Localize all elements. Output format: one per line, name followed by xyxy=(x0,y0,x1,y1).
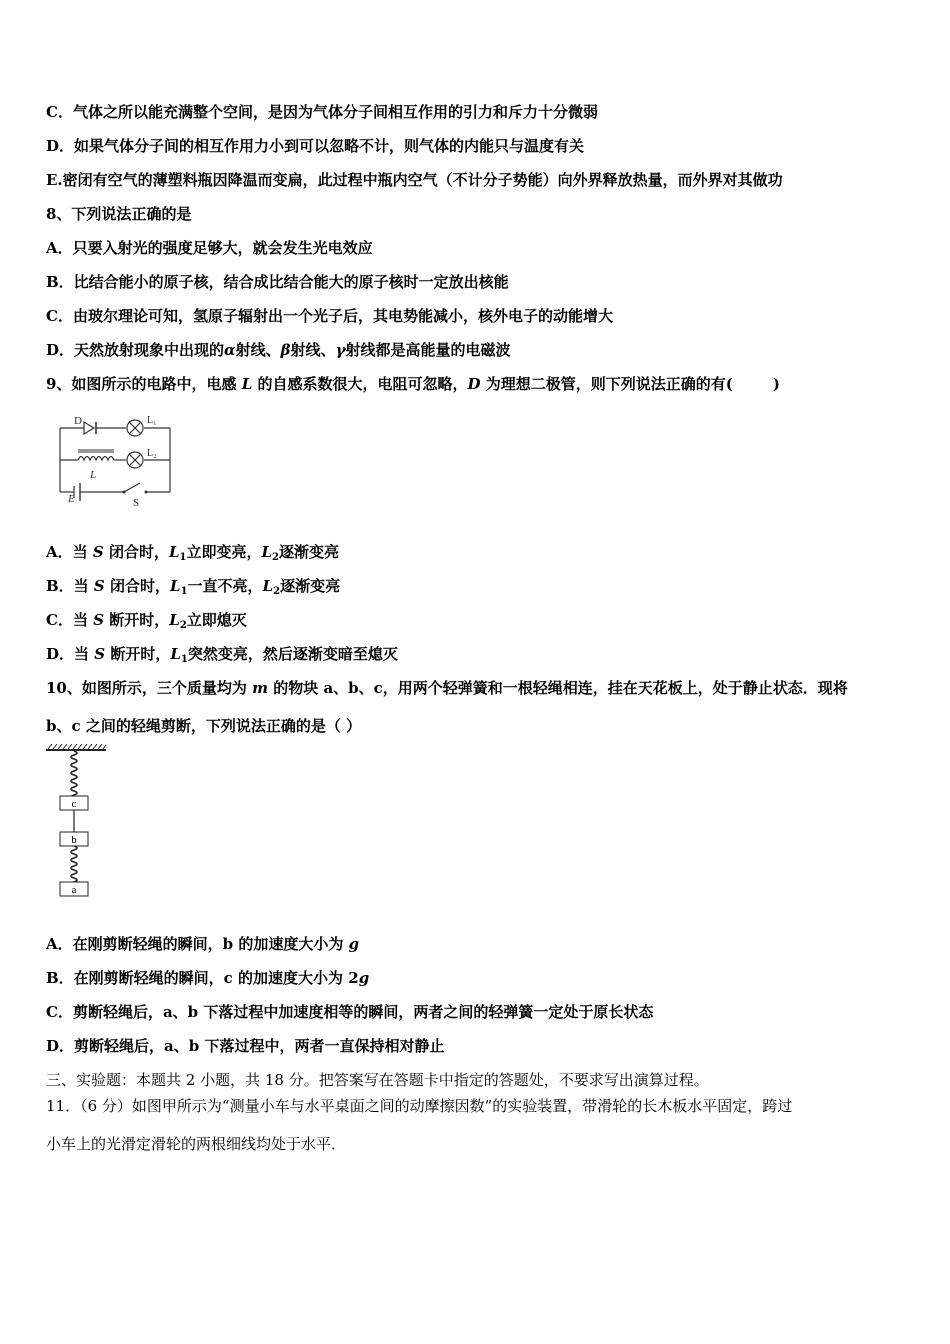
section-3-heading: 三、实验题：本题共 2 小题，共 18 分。把答案写在答题卡中指定的答题处，不要求写出演算过程。 xyxy=(46,1071,709,1089)
q9-option-b: B．当 S 闭合时，$L_1$一直不亮，$L_2$逐渐变亮 xyxy=(46,577,341,597)
q9-option-d: D．当 S 断开时，$L_1$突然变亮，然后逐渐变暗至熄灭 xyxy=(46,645,398,665)
q8-option-c: C．由玻尔理论可知，氢原子辐射出一个光子后，其电势能减小，核外电子的动能增大 xyxy=(46,307,613,325)
q8-option-a: A．只要入射光的强度足够大，就会发生光电效应 xyxy=(46,239,373,257)
label-battery: E xyxy=(68,493,75,505)
q10-stem-line1: 10、如图所示，三个质量均为 m 的物块 a、b、c，用两个轻弹簧和一根轻绳相连，挂在天花板上，处于静止状态．现将 xyxy=(46,679,848,697)
q8-option-b: B．比结合能小的原子核，结合成比结合能大的原子核时一定放出核能 xyxy=(46,273,509,291)
q7-option-d: D．如果气体分子间的相互作用力小到可以忽略不计，则气体的内能只与温度有关 xyxy=(46,137,585,155)
circuit-diagram xyxy=(50,412,180,508)
block-c-label: c xyxy=(71,798,77,810)
label-inductor: L xyxy=(90,469,97,481)
q11-line2: 小车上的光滑定滑轮的两根细线均处于水平． xyxy=(46,1135,347,1153)
label-diode: D xyxy=(74,415,82,427)
q9-option-a: A．当 S 闭合时，$L_1$立即变亮，$L_2$逐渐变亮 xyxy=(46,543,340,563)
q8-option-d: D．天然放射现象中出现的α射线、β射线、γ射线都是高能量的电磁波 xyxy=(46,341,511,359)
q10-option-b: B．在刚剪断轻绳的瞬间，c 的加速度大小为 2g xyxy=(46,969,370,987)
label-l1: L₁ xyxy=(147,415,157,426)
q8-stem: 8、下列说法正确的是 xyxy=(46,205,192,223)
spring-blocks-diagram xyxy=(44,744,110,900)
label-switch: S xyxy=(133,497,140,508)
q11-line1: 11．（6 分）如图甲所示为“测量小车与水平桌面之间的动摩擦因数”的实验装置，带滑轮的长木板水平固定，跨过 xyxy=(46,1097,793,1115)
ceiling-hatch xyxy=(48,744,106,749)
q10-option-d: D．剪断轻绳后，a、b 下落过程中，两者一直保持相对静止 xyxy=(46,1037,445,1055)
label-l2: L₂ xyxy=(147,448,157,459)
block-b-label: b xyxy=(71,834,77,846)
block-a-label: a xyxy=(71,884,77,896)
q10-option-c: C．剪断轻绳后，a、b 下落过程中加速度相等的瞬间，两者之间的轻弹簧一定处于原长状态 xyxy=(46,1003,654,1021)
q10-option-a: A．在刚剪断轻绳的瞬间，b 的加速度大小为 g xyxy=(46,935,360,953)
q7-option-e: E.密闭有空气的薄塑料瓶因降温而变扁，此过程中瓶内空气（不计分子势能）向外界释放热量，而外界对其做功 xyxy=(46,171,783,189)
q7-option-c: C．气体之所以能充满整个空间，是因为气体分子间相互作用的引力和斥力十分微弱 xyxy=(46,103,598,121)
q10-stem-line2: b、c 之间的轻绳剪断，下列说法正确的是（ ） xyxy=(46,717,362,735)
q9-stem: 9、如图所示的电路中，电感 L 的自感系数很大，电阻可忽略，D 为理想二极管，则下列说法正确的有( ) xyxy=(46,375,780,393)
diode-symbol xyxy=(84,422,94,434)
q9-option-c: C．当 S 断开时，$L_2$立即熄灭 xyxy=(46,611,247,631)
